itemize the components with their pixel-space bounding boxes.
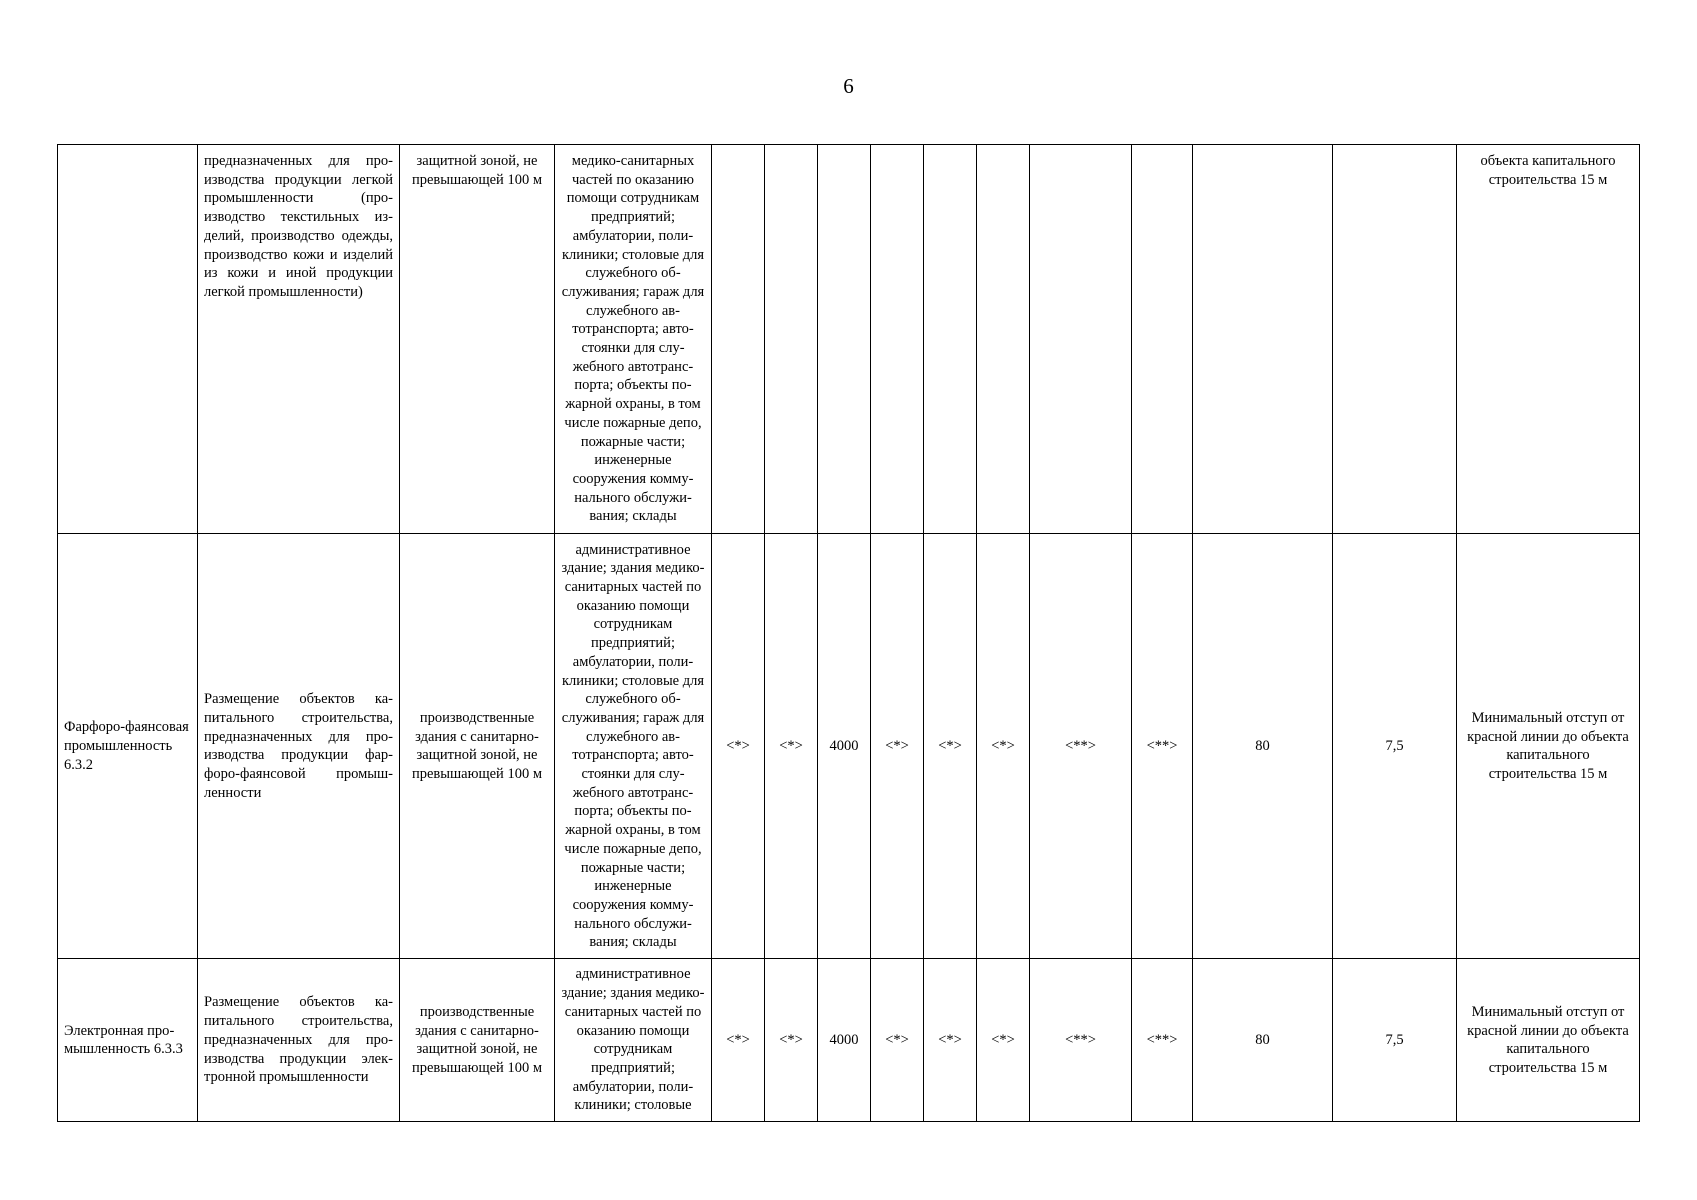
land-use-type-cell: Фарфоро-фаянсовая промышленность 6.3.2 — [58, 534, 198, 959]
description-cell: Размещение объектов капитального строительства, предназначенных для производства продукции электронной промышленности — [198, 959, 400, 1122]
param-cell: 7,5 — [1333, 959, 1457, 1122]
param-cell: <*> — [977, 959, 1030, 1122]
param-cell: 80 — [1193, 534, 1333, 959]
param-cell — [1333, 145, 1457, 534]
table-row — [58, 534, 1640, 959]
param-cell — [871, 145, 924, 534]
note-cell: Минимальный отступ от красной линии до объекта капитального строительства 15 м — [1457, 534, 1640, 959]
param-cell: <*> — [765, 534, 818, 959]
param-cell: 4000 — [818, 534, 871, 959]
param-cell — [924, 145, 977, 534]
land-use-type-cell: Электронная промышленность 6.3.3 — [58, 959, 198, 1122]
table-row — [58, 959, 1640, 1122]
param-cell — [1030, 145, 1132, 534]
param-cell: <*> — [871, 534, 924, 959]
param-cell: <*> — [765, 959, 818, 1122]
note-cell: Минимальный отступ от красной линии до объекта капитального строительства 15 м — [1457, 959, 1640, 1122]
regulations-table — [57, 144, 1640, 1122]
param-cell — [1193, 145, 1333, 534]
param-cell: <*> — [977, 534, 1030, 959]
main-buildings-cell: производственные здания с санитарно-защитной зоной, не превышающей 100 м — [400, 534, 555, 959]
param-cell: <**> — [1030, 959, 1132, 1122]
param-cell: <**> — [1132, 534, 1193, 959]
table-row — [58, 145, 1640, 534]
param-cell — [712, 145, 765, 534]
description-cell: Размещение объектов капитального строительства, предназначенных для производства продукции фарфоро-фаянсовой промышленности — [198, 534, 400, 959]
param-cell — [818, 145, 871, 534]
param-cell — [977, 145, 1030, 534]
param-cell: <*> — [924, 534, 977, 959]
main-buildings-cell: производственные здания с санитарно-защитной зоной, не превышающей 100 м — [400, 959, 555, 1122]
param-cell: <*> — [712, 534, 765, 959]
param-cell: 80 — [1193, 959, 1333, 1122]
land-use-type-cell — [58, 145, 198, 534]
note-cell: объекта капитального строительства 15 м — [1457, 145, 1640, 534]
param-cell: <*> — [924, 959, 977, 1122]
main-buildings-cell: защитной зоной, не превышающей 100 м — [400, 145, 555, 534]
auxiliary-buildings-cell: медико-санитарных частей по оказанию помощи сотрудникам предприятий; амбулатории, поликлиники; столовые для служебного обслуживания; гараж для служебного автотранспорта; автостоянки для служебного автотранспорта; объекты пожарной охраны, в том числе пожарные депо, пожарные части; инженерные сооружения коммунального обслуживания; склады — [555, 145, 712, 534]
auxiliary-buildings-cell: административное здание; здания медико-санитарных частей по оказанию помощи сотрудникам предприятий; амбулатории, поликлиники; столовые для служебного обслуживания; гараж для служебного автотранспорта; автостоянки для служебного автотранспорта; объекты пожарной охраны, в том числе пожарные депо, пожарные части; инженерные сооружения коммунального обслуживания; склады — [555, 534, 712, 959]
param-cell: <**> — [1030, 534, 1132, 959]
param-cell: 4000 — [818, 959, 871, 1122]
param-cell: <**> — [1132, 959, 1193, 1122]
description-cell: предназначенных для производства продукции легкой промышленности (производство текстильных изделий, производство одежды, производство кожи и изделий из кожи и иной продукции легкой промышленности) — [198, 145, 400, 534]
auxiliary-buildings-cell: административное здание; здания медико-санитарных частей по оказанию помощи сотрудникам предприятий; амбулатории, поликлиники; столовые — [555, 959, 712, 1122]
param-cell — [1132, 145, 1193, 534]
param-cell: 7,5 — [1333, 534, 1457, 959]
param-cell: <*> — [871, 959, 924, 1122]
page-number: 6 — [843, 74, 854, 98]
param-cell — [765, 145, 818, 534]
param-cell: <*> — [712, 959, 765, 1122]
